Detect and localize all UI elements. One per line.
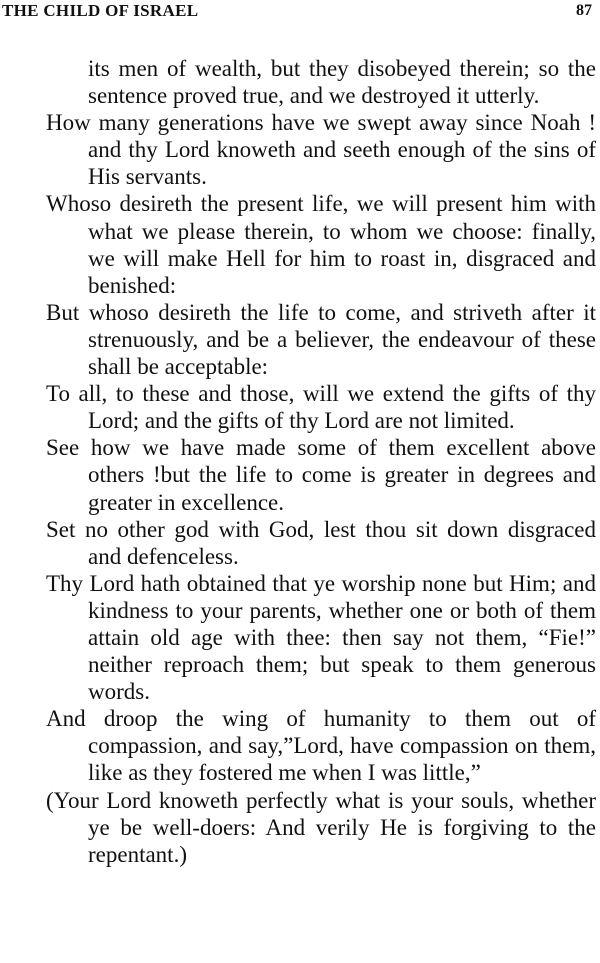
verse-paragraph: Whoso desireth the present life, we will present him with what we please therein, to whom we choose: finally, we will make Hell for him to roast in, disgraced and benished: xyxy=(46,191,596,298)
verse-paragraph: To all, to these and those, will we extend the gifts of thy Lord; and the gifts of thy Lord are not limited. xyxy=(46,381,596,434)
verse-paragraph: its men of wealth, but they disobeyed therein; so the sentence proved true, and we destroyed it utterly. xyxy=(88,56,596,109)
verse-paragraph: See how we have made some of them excellent above others !but the life to come is greater in degrees and greater in excellence. xyxy=(46,435,596,515)
verse-paragraph: And droop the wing of humanity to them out of compassion, and say,”Lord, have compassion on them, like as they fostered me when I was little,” xyxy=(46,706,596,786)
verse-paragraph: (Your Lord knoweth perfectly what is your souls, whether ye be well-doers: And verily He is forgiving to the repentant.) xyxy=(46,787,596,867)
page-number: 87 xyxy=(576,2,592,19)
verse-paragraph: But whoso desireth the life to come, and striveth after it strenuously, and be a believer, the endeavour of these shall be acceptable: xyxy=(46,299,596,380)
page-header xyxy=(2,0,592,24)
body-text xyxy=(46,55,596,868)
verse-paragraph: How many generations have we swept away since Noah ! and thy Lord knoweth and seeth enough of the sins of His servants. xyxy=(46,110,596,190)
verse-paragraph: Set no other god with God, lest thou sit down disgraced and defenceless. xyxy=(46,516,596,569)
running-title: THE CHILD OF ISRAEL xyxy=(2,1,199,20)
verse-paragraph: Thy Lord hath obtained that ye worship none but Him; and kindness to your parents, whether one or both of them attain old age with thee: then say not them, “Fie!” neither reproach them; but speak to them generous words. xyxy=(46,570,596,705)
